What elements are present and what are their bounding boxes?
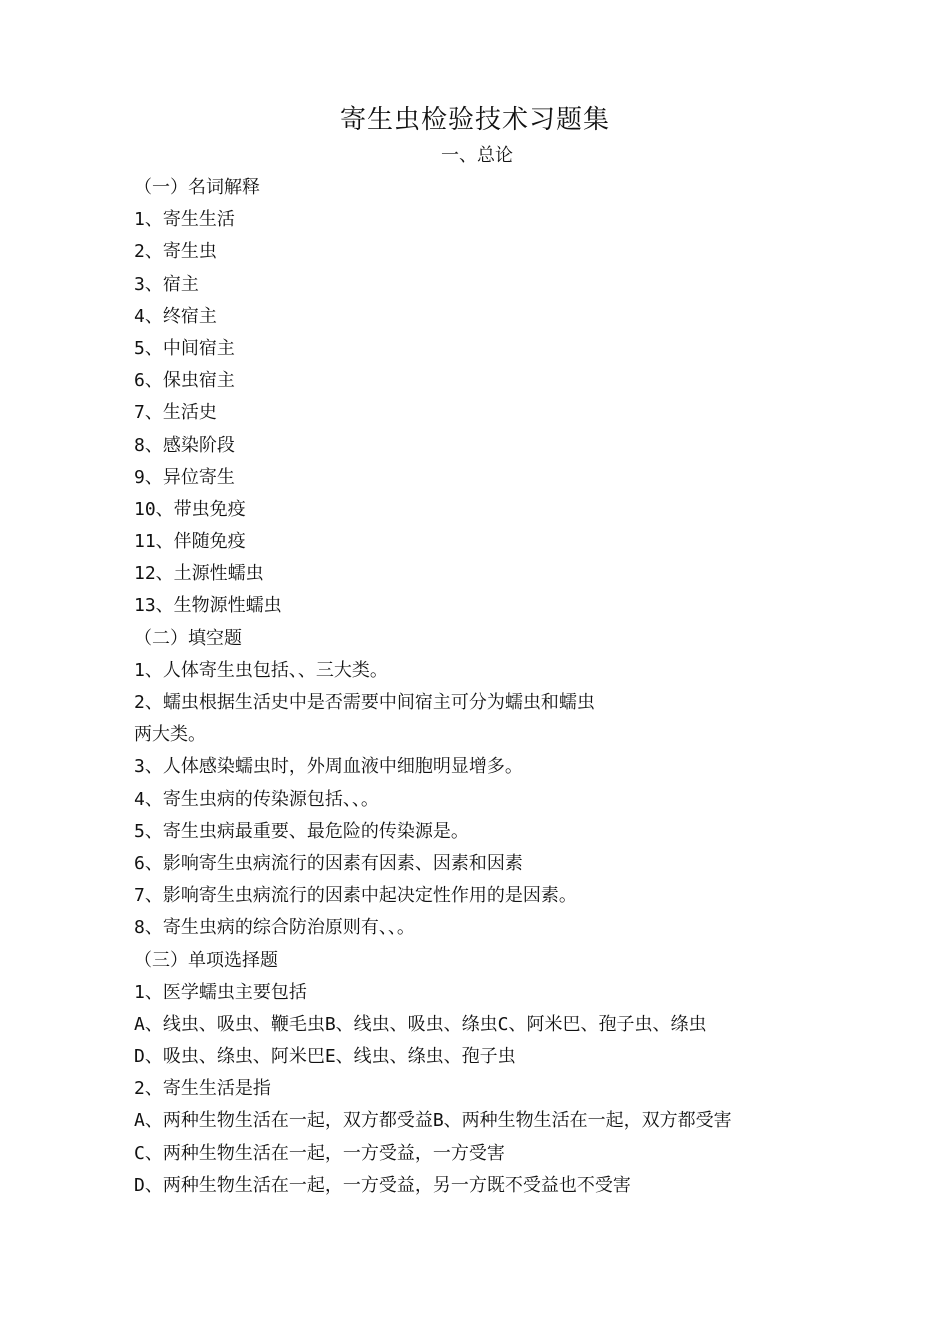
chapter-heading: 一、总论 [441, 145, 513, 166]
list-item: 13、生物源性蠕虫 [134, 595, 282, 617]
list-item: 5、中间宿主 [134, 337, 235, 359]
list-item: 4、终宿主 [134, 305, 217, 327]
list-item: 10、带虫免疫 [134, 498, 246, 520]
section-heading-definitions: （一）名词解释 [134, 177, 260, 198]
section-heading-fill-in: （二）填空题 [134, 627, 242, 649]
list-item: 11、伴随免疫 [134, 531, 246, 553]
question-item: 5、寄生虫病最重要、最危险的传染源是。 [134, 820, 469, 842]
list-item: 3、宿主 [134, 273, 199, 295]
question-item: 3、人体感染蠕虫时，外周血液中细胞明显增多。 [134, 756, 523, 778]
list-item: 9、异位寄生 [134, 466, 235, 488]
question-item: 7、影响寄生虫病流行的因素中起决定性作用的是因素。 [134, 885, 577, 907]
answer-options: C、两种生物生活在一起，一方受益，一方受害 [134, 1142, 505, 1164]
list-item: 6、保虫宿主 [134, 370, 235, 392]
question-item: 2、寄生生活是指 [134, 1078, 271, 1100]
document-body [134, 172, 834, 1202]
list-item: 8、感染阶段 [134, 434, 235, 456]
question-item: 1、医学蠕虫主要包括 [134, 981, 307, 1003]
question-item: 6、影响寄生虫病流行的因素有因素、因素和因素 [134, 852, 523, 874]
list-item: 12、土源性蠕虫 [134, 563, 264, 585]
list-item: 7、生活史 [134, 402, 217, 424]
question-item: 4、寄生虫病的传染源包括、、。 [134, 788, 379, 810]
question-item: 8、寄生虫病的综合防治原则有、、。 [134, 917, 415, 939]
section-heading-single-choice: （三）单项选择题 [134, 949, 278, 971]
answer-options: A、两种生物生活在一起，双方都受益B、两种生物生活在一起，双方都受害 [134, 1110, 732, 1132]
answer-options: A、线虫、吸虫、鞭毛虫B、线虫、吸虫、绦虫C、阿米巴、孢子虫、绦虫 [134, 1013, 707, 1035]
document-title: 寄生虫检验技术习题集 [339, 105, 610, 135]
question-item: 2、蠕虫根据生活史中是否需要中间宿主可分为蠕虫和蠕虫 [134, 692, 595, 713]
question-item: 1、人体寄生虫包括、、三大类。 [134, 659, 388, 681]
list-item: 2、寄生虫 [134, 241, 217, 263]
question-item-continuation: 两大类。 [134, 724, 206, 746]
answer-options: D、两种生物生活在一起，一方受益，另一方既不受益也不受害 [134, 1174, 631, 1196]
answer-options: D、吸虫、绦虫、阿米巴E、线虫、绦虫、孢子虫 [134, 1046, 516, 1068]
list-item: 1、寄生生活 [134, 209, 235, 231]
